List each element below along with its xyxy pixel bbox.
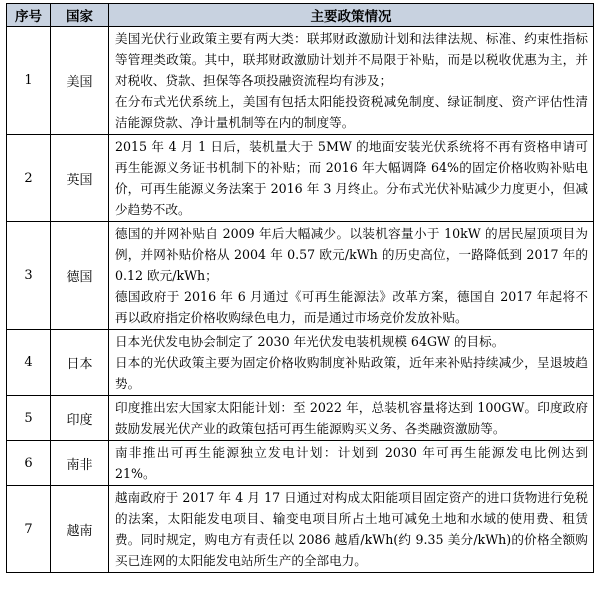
row-policy <box>109 441 594 486</box>
header-no: 序号 <box>7 4 51 27</box>
table-row <box>7 135 594 222</box>
header-country: 国家 <box>51 4 109 27</box>
policy-paragraph: 德国政府于 2016 年 6 月通过《可再生能源法》改革方案，德国自 2017 年起将不再以政府指定价格收购绿色电力，而是通过市场竞价发放补贴。 <box>115 289 588 325</box>
policy-paragraph: 德国的并网补贴自 2009 年后大幅减少。以装机容量小于 10kW 的居民屋顶项目为例，并网补贴价格从 2004 年 0.57 欧元/kWh 的历史高位，一路降低到 2017 年的 0.12 欧元/kWh； <box>115 226 588 283</box>
table-header-row <box>7 4 594 27</box>
row-country: 越南 <box>51 486 109 573</box>
table-row <box>7 27 594 135</box>
row-country: 英国 <box>51 135 109 222</box>
row-number: 1 <box>7 27 51 135</box>
policy-paragraph: 美国光伏行业政策主要有两大类：联邦财政激励计划和法律法规、标准、约束性指标等管理类政策。其中，联邦财政激励计划并不局限于补贴，而是以税收优惠为主，并对税收、贷款、担保等各项投融资流程均有涉及； <box>115 31 588 88</box>
policy-paragraph: 越南政府于 2017 年 4 月 17 日通过对构成太阳能项目固定资产的进口货物进行免税的法案，太阳能发电项目、输变电项目所占土地可减免土地和水域的使用费、租赁费。同时规定，购电方有责任以 2086 越盾/kWh(约 9.35 美分/kWh)的价格全额购买已连网的太阳能发电站所生产的全部电力。 <box>115 490 588 568</box>
policy-paragraph: 日本的光伏政策主要为固定价格收购制度补贴政策，近年来补贴持续减少，呈退坡趋势。 <box>115 355 588 391</box>
table-row <box>7 222 594 330</box>
row-country: 美国 <box>51 27 109 135</box>
row-number: 5 <box>7 396 51 441</box>
policy-paragraph: 南非推出可再生能源独立发电计划：计划到 2030 年可再生能源发电比例达到 21%。 <box>115 445 588 481</box>
table-row <box>7 330 594 396</box>
row-number: 6 <box>7 441 51 486</box>
row-country: 南非 <box>51 441 109 486</box>
row-number: 2 <box>7 135 51 222</box>
policy-paragraph: 印度推出宏大国家太阳能计划：至 2022 年，总装机容量将达到 100GW。印度政府鼓励发展光伏产业的政策包括可再生能源购买义务、各类融资激励等。 <box>115 400 588 436</box>
policy-table <box>6 3 594 573</box>
table-row <box>7 441 594 486</box>
policy-paragraph: 日本光伏发电协会制定了 2030 年光伏发电装机规模 64GW 的目标。 <box>115 334 505 349</box>
row-number: 7 <box>7 486 51 573</box>
row-policy <box>109 330 594 396</box>
row-number: 4 <box>7 330 51 396</box>
row-policy <box>109 396 594 441</box>
header-policy: 主要政策情况 <box>109 4 594 27</box>
row-policy <box>109 486 594 573</box>
policy-paragraph: 在分布式光伏系统上，美国有包括太阳能投资税减免制度、绿证制度、资产评估性清洁能源贷款、净计量机制等在内的制度等。 <box>115 94 588 130</box>
table-row <box>7 486 594 573</box>
policy-paragraph: 2015 年 4 月 1 日后，装机量大于 5MW 的地面安装光伏系统将不再有资格申请可再生能源义务证书机制下的补贴；而 2016 年大幅调降 64%的固定价格收购补贴电价，可再生能源义务法案于 2016 年 3 月终止。分布式光伏补贴减少力度更小，但减少趋势不改。 <box>115 139 588 217</box>
row-policy <box>109 135 594 222</box>
row-policy <box>109 27 594 135</box>
row-number: 3 <box>7 222 51 330</box>
row-country: 印度 <box>51 396 109 441</box>
row-country: 德国 <box>51 222 109 330</box>
row-policy <box>109 222 594 330</box>
table-row <box>7 396 594 441</box>
row-country: 日本 <box>51 330 109 396</box>
